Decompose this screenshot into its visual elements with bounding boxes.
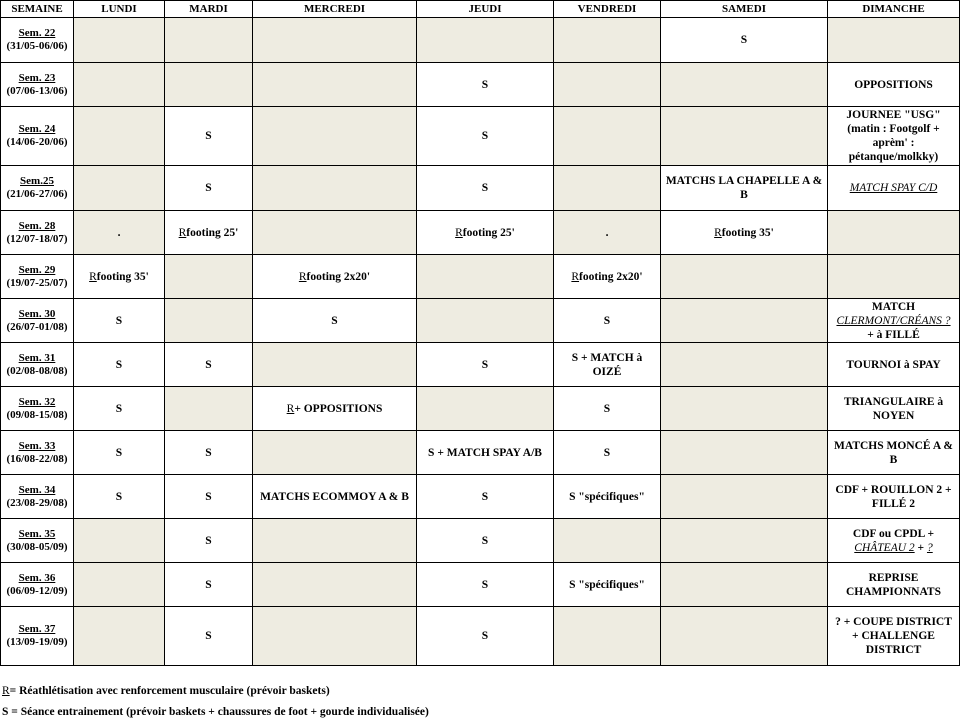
day-cell [253, 343, 417, 387]
day-cell [661, 519, 828, 563]
day-cell [417, 255, 554, 299]
day-cell: S [165, 166, 253, 211]
table-row [1, 519, 960, 563]
day-cell [253, 607, 417, 666]
day-cell: MATCH CLERMONT/CRÉANS ? + à FILLÉ [828, 299, 960, 343]
day-cell: MATCHS ECOMMOY A & B [253, 475, 417, 519]
day-cell: Rfooting 25' [165, 211, 253, 255]
day-cell [661, 431, 828, 475]
day-cell [253, 63, 417, 107]
day-cell [417, 299, 554, 343]
day-cell: MATCHS MONCÉ A & B [828, 431, 960, 475]
header-semaine: SEMAINE [1, 1, 74, 18]
day-cell [253, 211, 417, 255]
day-cell [74, 563, 165, 607]
day-cell: S [417, 107, 554, 166]
table-row [1, 107, 960, 166]
table-row [1, 211, 960, 255]
week-cell: Sem. 23 (07/06-13/06) [1, 63, 74, 107]
day-cell: CDF ou CPDL + CHÂTEAU 2 + ? [828, 519, 960, 563]
day-cell [165, 63, 253, 107]
day-cell [661, 563, 828, 607]
week-cell: Sem. 30 (26/07-01/08) [1, 299, 74, 343]
day-cell: S [74, 343, 165, 387]
day-cell [661, 387, 828, 431]
day-cell: S + MATCH à OIZÉ [554, 343, 661, 387]
day-cell: S [74, 299, 165, 343]
day-cell: S [417, 475, 554, 519]
day-cell [253, 431, 417, 475]
day-cell [417, 387, 554, 431]
day-cell: Rfooting 35' [661, 211, 828, 255]
header-mercredi: MERCREDI [253, 1, 417, 18]
legend-r: R= Réathlétisation avec renforcement musculaire (prévoir baskets) [2, 685, 330, 697]
day-cell: S [417, 563, 554, 607]
day-cell [661, 343, 828, 387]
day-cell: S [554, 387, 661, 431]
day-cell [554, 166, 661, 211]
day-cell [253, 563, 417, 607]
table-row [1, 63, 960, 107]
week-cell: Sem. 34 (23/08-29/08) [1, 475, 74, 519]
table-row [1, 166, 960, 211]
day-cell [661, 107, 828, 166]
day-cell [828, 211, 960, 255]
day-cell [253, 166, 417, 211]
day-cell: S [165, 519, 253, 563]
day-cell [165, 299, 253, 343]
day-cell: TRIANGULAIRE à NOYEN [828, 387, 960, 431]
day-cell: ? + COUPE DISTRICT + CHALLENGE DISTRICT [828, 607, 960, 666]
day-cell: R+ OPPOSITIONS [253, 387, 417, 431]
day-cell: S [417, 343, 554, 387]
day-cell [554, 18, 661, 63]
day-cell [828, 18, 960, 63]
week-cell: Sem. 29 (19/07-25/07) [1, 255, 74, 299]
day-cell [74, 519, 165, 563]
day-cell: S [554, 299, 661, 343]
table-row [1, 431, 960, 475]
day-cell [661, 299, 828, 343]
day-cell: CDF + ROUILLON 2 + FILLÉ 2 [828, 475, 960, 519]
header-lundi: LUNDI [74, 1, 165, 18]
table-row [1, 563, 960, 607]
day-cell [74, 607, 165, 666]
day-cell [74, 166, 165, 211]
day-cell: S [253, 299, 417, 343]
table-row [1, 387, 960, 431]
day-cell [74, 107, 165, 166]
header-row [1, 1, 960, 18]
day-cell: JOURNEE "USG" (matin : Footgolf + aprèm' : pétanque/molkky) [828, 107, 960, 166]
day-cell: S [74, 431, 165, 475]
day-cell: TOURNOI à SPAY [828, 343, 960, 387]
day-cell: Rfooting 25' [417, 211, 554, 255]
table-row [1, 299, 960, 343]
header-vendredi: VENDREDI [554, 1, 661, 18]
table-row [1, 475, 960, 519]
week-cell: Sem. 36 (06/09-12/09) [1, 563, 74, 607]
day-cell: S [74, 475, 165, 519]
day-cell [554, 607, 661, 666]
header-samedi: SAMEDI [661, 1, 828, 18]
day-cell [554, 519, 661, 563]
day-cell: S [74, 387, 165, 431]
day-cell: S "spécifiques" [554, 475, 661, 519]
day-cell [661, 63, 828, 107]
day-cell: S [417, 519, 554, 563]
day-cell: S + MATCH SPAY A/B [417, 431, 554, 475]
day-cell [165, 387, 253, 431]
week-cell: Sem. 37 (13/09-19/09) [1, 607, 74, 666]
day-cell: Rfooting 2x20' [554, 255, 661, 299]
day-cell: S [554, 431, 661, 475]
day-cell: S [165, 343, 253, 387]
day-cell: MATCH SPAY C/D [828, 166, 960, 211]
week-cell: Sem. 22 (31/05-06/06) [1, 18, 74, 63]
table-row [1, 607, 960, 666]
day-cell [253, 18, 417, 63]
day-cell: S [417, 607, 554, 666]
day-cell [554, 63, 661, 107]
week-cell: Sem. 32 (09/08-15/08) [1, 387, 74, 431]
day-cell [74, 63, 165, 107]
table-row [1, 343, 960, 387]
day-cell [417, 18, 554, 63]
day-cell [253, 107, 417, 166]
day-cell [253, 519, 417, 563]
day-cell: S [165, 607, 253, 666]
week-cell: Sem. 35 (30/08-05/09) [1, 519, 74, 563]
day-cell: . [74, 211, 165, 255]
day-cell: S [165, 107, 253, 166]
day-cell: . [554, 211, 661, 255]
day-cell: S [165, 431, 253, 475]
day-cell [661, 255, 828, 299]
week-cell: Sem.25 (21/06-27/06) [1, 166, 74, 211]
day-cell [661, 475, 828, 519]
header-dimanche: DIMANCHE [828, 1, 960, 18]
day-cell: S "spécifiques" [554, 563, 661, 607]
day-cell [661, 607, 828, 666]
day-cell [554, 107, 661, 166]
day-cell: REPRISE CHAMPIONNATS [828, 563, 960, 607]
week-cell: Sem. 33 (16/08-22/08) [1, 431, 74, 475]
day-cell: Rfooting 35' [74, 255, 165, 299]
table-row [1, 18, 960, 63]
table-row [1, 255, 960, 299]
week-cell: Sem. 31 (02/08-08/08) [1, 343, 74, 387]
day-cell [74, 18, 165, 63]
week-cell: Sem. 28 (12/07-18/07) [1, 211, 74, 255]
day-cell [165, 18, 253, 63]
day-cell: S [165, 475, 253, 519]
day-cell: S [417, 166, 554, 211]
day-cell: S [417, 63, 554, 107]
day-cell: MATCHS LA CHAPELLE A & B [661, 166, 828, 211]
day-cell [165, 255, 253, 299]
legend-s: S = Séance entrainement (prévoir baskets + chaussures de foot + gourde individualisée) [2, 706, 429, 718]
day-cell: OPPOSITIONS [828, 63, 960, 107]
day-cell [828, 255, 960, 299]
header-jeudi: JEUDI [417, 1, 554, 18]
day-cell: S [661, 18, 828, 63]
day-cell: S [165, 563, 253, 607]
week-cell: Sem. 24 (14/06-20/06) [1, 107, 74, 166]
header-mardi: MARDI [165, 1, 253, 18]
day-cell: Rfooting 2x20' [253, 255, 417, 299]
